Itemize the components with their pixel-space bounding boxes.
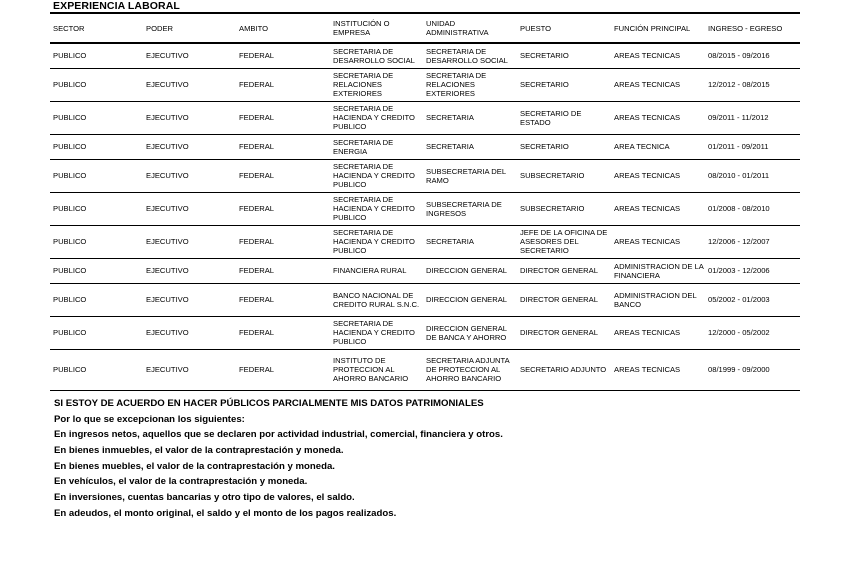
cell-ambito: FEDERAL bbox=[236, 43, 330, 68]
disclosure-note: En bienes muebles, el valor de la contraprestación y moneda. bbox=[54, 460, 335, 472]
cell-ingreso-egreso: 01/2003 - 12/2006 bbox=[705, 258, 800, 283]
cell-ingreso-egreso: 08/1999 - 09/2000 bbox=[705, 349, 800, 390]
table-row bbox=[50, 225, 800, 258]
cell-funcion: ADMINISTRACION DEL BANCO bbox=[611, 283, 705, 316]
table-row bbox=[50, 258, 800, 283]
cell-sector: PUBLICO bbox=[50, 192, 143, 225]
cell-puesto: DIRECTOR GENERAL bbox=[517, 316, 611, 349]
cell-sector: PUBLICO bbox=[50, 68, 143, 101]
work-experience-table bbox=[50, 12, 800, 391]
column-header-sector: SECTOR bbox=[50, 13, 143, 43]
cell-institucion: SECRETARIA DE RELACIONES EXTERIORES bbox=[330, 68, 423, 101]
cell-funcion: AREAS TECNICAS bbox=[611, 101, 705, 134]
cell-institucion: SECRETARIA DE HACIENDA Y CREDITO PUBLICO bbox=[330, 316, 423, 349]
cell-funcion: AREAS TECNICAS bbox=[611, 43, 705, 68]
cell-funcion: ADMINISTRACION DE LA FINANCIERA bbox=[611, 258, 705, 283]
cell-funcion: AREAS TECNICAS bbox=[611, 349, 705, 390]
cell-puesto: SECRETARIO DE ESTADO bbox=[517, 101, 611, 134]
disclosure-heading: SI ESTOY DE ACUERDO EN HACER PÚBLICOS PARCIALMENTE MIS DATOS PATRIMONIALES bbox=[54, 398, 484, 409]
cell-funcion: AREAS TECNICAS bbox=[611, 225, 705, 258]
cell-ambito: FEDERAL bbox=[236, 225, 330, 258]
cell-sector: PUBLICO bbox=[50, 101, 143, 134]
cell-ingreso-egreso: 12/2012 - 08/2015 bbox=[705, 68, 800, 101]
cell-sector: PUBLICO bbox=[50, 134, 143, 159]
column-header-poder: PODER bbox=[143, 13, 236, 43]
cell-ingreso-egreso: 01/2008 - 08/2010 bbox=[705, 192, 800, 225]
cell-funcion: AREA TECNICA bbox=[611, 134, 705, 159]
disclosure-note: En bienes inmuebles, el valor de la contraprestación y moneda. bbox=[54, 445, 344, 457]
cell-poder: EJECUTIVO bbox=[143, 159, 236, 192]
table-row bbox=[50, 101, 800, 134]
cell-unidad: SECRETARIA bbox=[423, 225, 517, 258]
cell-ambito: FEDERAL bbox=[236, 101, 330, 134]
cell-unidad: SUBSECRETARIA DE INGRESOS bbox=[423, 192, 517, 225]
cell-ambito: FEDERAL bbox=[236, 192, 330, 225]
column-header-ambito: AMBITO bbox=[236, 13, 330, 43]
cell-puesto: SECRETARIO ADJUNTO bbox=[517, 349, 611, 390]
table-row bbox=[50, 159, 800, 192]
cell-unidad: SECRETARIA bbox=[423, 101, 517, 134]
cell-poder: EJECUTIVO bbox=[143, 283, 236, 316]
table-row bbox=[50, 68, 800, 101]
table-row bbox=[50, 192, 800, 225]
disclosure-note: En vehículos, el valor de la contraprestación y moneda. bbox=[54, 476, 308, 488]
cell-poder: EJECUTIVO bbox=[143, 134, 236, 159]
cell-sector: PUBLICO bbox=[50, 258, 143, 283]
table-row bbox=[50, 283, 800, 316]
column-header-institucion: INSTITUCIÓN O EMPRESA bbox=[330, 13, 423, 43]
cell-ingreso-egreso: 01/2011 - 09/2011 bbox=[705, 134, 800, 159]
table-row bbox=[50, 134, 800, 159]
disclosure-note: En adeudos, el monto original, el saldo y el monto de los pagos realizados. bbox=[54, 507, 397, 519]
cell-puesto: SECRETARIO bbox=[517, 68, 611, 101]
table-row bbox=[50, 43, 800, 68]
cell-institucion: BANCO NACIONAL DE CREDITO RURAL S.N.C. bbox=[330, 283, 423, 316]
cell-ingreso-egreso: 05/2002 - 01/2003 bbox=[705, 283, 800, 316]
cell-ambito: FEDERAL bbox=[236, 68, 330, 101]
cell-poder: EJECUTIVO bbox=[143, 43, 236, 68]
cell-unidad: SUBSECRETARIA DEL RAMO bbox=[423, 159, 517, 192]
cell-poder: EJECUTIVO bbox=[143, 192, 236, 225]
cell-sector: PUBLICO bbox=[50, 349, 143, 390]
disclosure-note: Por lo que se excepcionan los siguientes: bbox=[54, 413, 245, 425]
cell-puesto: SUBSECRETARIO bbox=[517, 192, 611, 225]
disclosure-note: En ingresos netos, aquellos que se declaren por actividad industrial, comercial, financiera y otros. bbox=[54, 429, 503, 441]
cell-ingreso-egreso: 08/2010 - 01/2011 bbox=[705, 159, 800, 192]
column-header-funcion: FUNCIÓN PRINCIPAL bbox=[611, 13, 705, 43]
cell-poder: EJECUTIVO bbox=[143, 68, 236, 101]
section-title: EXPERIENCIA LABORAL bbox=[53, 0, 180, 12]
cell-unidad: SECRETARIA bbox=[423, 134, 517, 159]
cell-sector: PUBLICO bbox=[50, 43, 143, 68]
cell-puesto: SUBSECRETARIO bbox=[517, 159, 611, 192]
cell-funcion: AREAS TECNICAS bbox=[611, 192, 705, 225]
cell-poder: EJECUTIVO bbox=[143, 349, 236, 390]
cell-poder: EJECUTIVO bbox=[143, 101, 236, 134]
cell-poder: EJECUTIVO bbox=[143, 316, 236, 349]
table-row bbox=[50, 316, 800, 349]
cell-institucion: INSTITUTO DE PROTECCION AL AHORRO BANCARIO bbox=[330, 349, 423, 390]
disclosure-note: En inversiones, cuentas bancarias y otro tipo de valores, el saldo. bbox=[54, 492, 355, 504]
cell-ambito: FEDERAL bbox=[236, 349, 330, 390]
cell-unidad: DIRECCION GENERAL DE BANCA Y AHORRO bbox=[423, 316, 517, 349]
cell-ingreso-egreso: 12/2006 - 12/2007 bbox=[705, 225, 800, 258]
cell-institucion: SECRETARIA DE HACIENDA Y CREDITO PUBLICO bbox=[330, 225, 423, 258]
cell-sector: PUBLICO bbox=[50, 283, 143, 316]
cell-ambito: FEDERAL bbox=[236, 134, 330, 159]
cell-unidad: DIRECCION GENERAL bbox=[423, 283, 517, 316]
cell-puesto: DIRECTOR GENERAL bbox=[517, 283, 611, 316]
column-header-ingreso-egreso: INGRESO - EGRESO bbox=[705, 13, 800, 43]
column-header-puesto: PUESTO bbox=[517, 13, 611, 43]
cell-institucion: SECRETARIA DE HACIENDA Y CREDITO PUBLICO bbox=[330, 159, 423, 192]
cell-unidad: SECRETARIA DE DESARROLLO SOCIAL bbox=[423, 43, 517, 68]
table-header-row bbox=[50, 13, 800, 43]
cell-ambito: FEDERAL bbox=[236, 258, 330, 283]
cell-institucion: SECRETARIA DE HACIENDA Y CREDITO PUBLICO bbox=[330, 192, 423, 225]
table-row bbox=[50, 349, 800, 390]
cell-ingreso-egreso: 09/2011 - 11/2012 bbox=[705, 101, 800, 134]
cell-unidad: DIRECCION GENERAL bbox=[423, 258, 517, 283]
cell-ingreso-egreso: 08/2015 - 09/2016 bbox=[705, 43, 800, 68]
cell-funcion: AREAS TECNICAS bbox=[611, 159, 705, 192]
column-header-unidad: UNIDAD ADMINISTRATIVA bbox=[423, 13, 517, 43]
table-body bbox=[50, 43, 800, 390]
cell-funcion: AREAS TECNICAS bbox=[611, 316, 705, 349]
cell-institucion: FINANCIERA RURAL bbox=[330, 258, 423, 283]
cell-puesto: SECRETARIO bbox=[517, 43, 611, 68]
cell-ambito: FEDERAL bbox=[236, 283, 330, 316]
cell-sector: PUBLICO bbox=[50, 159, 143, 192]
cell-poder: EJECUTIVO bbox=[143, 225, 236, 258]
cell-sector: PUBLICO bbox=[50, 316, 143, 349]
cell-ambito: FEDERAL bbox=[236, 159, 330, 192]
cell-institucion: SECRETARIA DE HACIENDA Y CREDITO PUBLICO bbox=[330, 101, 423, 134]
cell-funcion: AREAS TECNICAS bbox=[611, 68, 705, 101]
cell-unidad: SECRETARIA ADJUNTA DE PROTECCION AL AHORRO BANCARIO bbox=[423, 349, 517, 390]
cell-puesto: DIRECTOR GENERAL bbox=[517, 258, 611, 283]
cell-unidad: SECRETARIA DE RELACIONES EXTERIORES bbox=[423, 68, 517, 101]
cell-poder: EJECUTIVO bbox=[143, 258, 236, 283]
cell-ingreso-egreso: 12/2000 - 05/2002 bbox=[705, 316, 800, 349]
disclosure-notes bbox=[54, 398, 503, 524]
cell-institucion: SECRETARIA DE DESARROLLO SOCIAL bbox=[330, 43, 423, 68]
cell-puesto: SECRETARIO bbox=[517, 134, 611, 159]
cell-sector: PUBLICO bbox=[50, 225, 143, 258]
cell-institucion: SECRETARIA DE ENERGIA bbox=[330, 134, 423, 159]
cell-ambito: FEDERAL bbox=[236, 316, 330, 349]
cell-puesto: JEFE DE LA OFICINA DE ASESORES DEL SECRETARIO bbox=[517, 225, 611, 258]
